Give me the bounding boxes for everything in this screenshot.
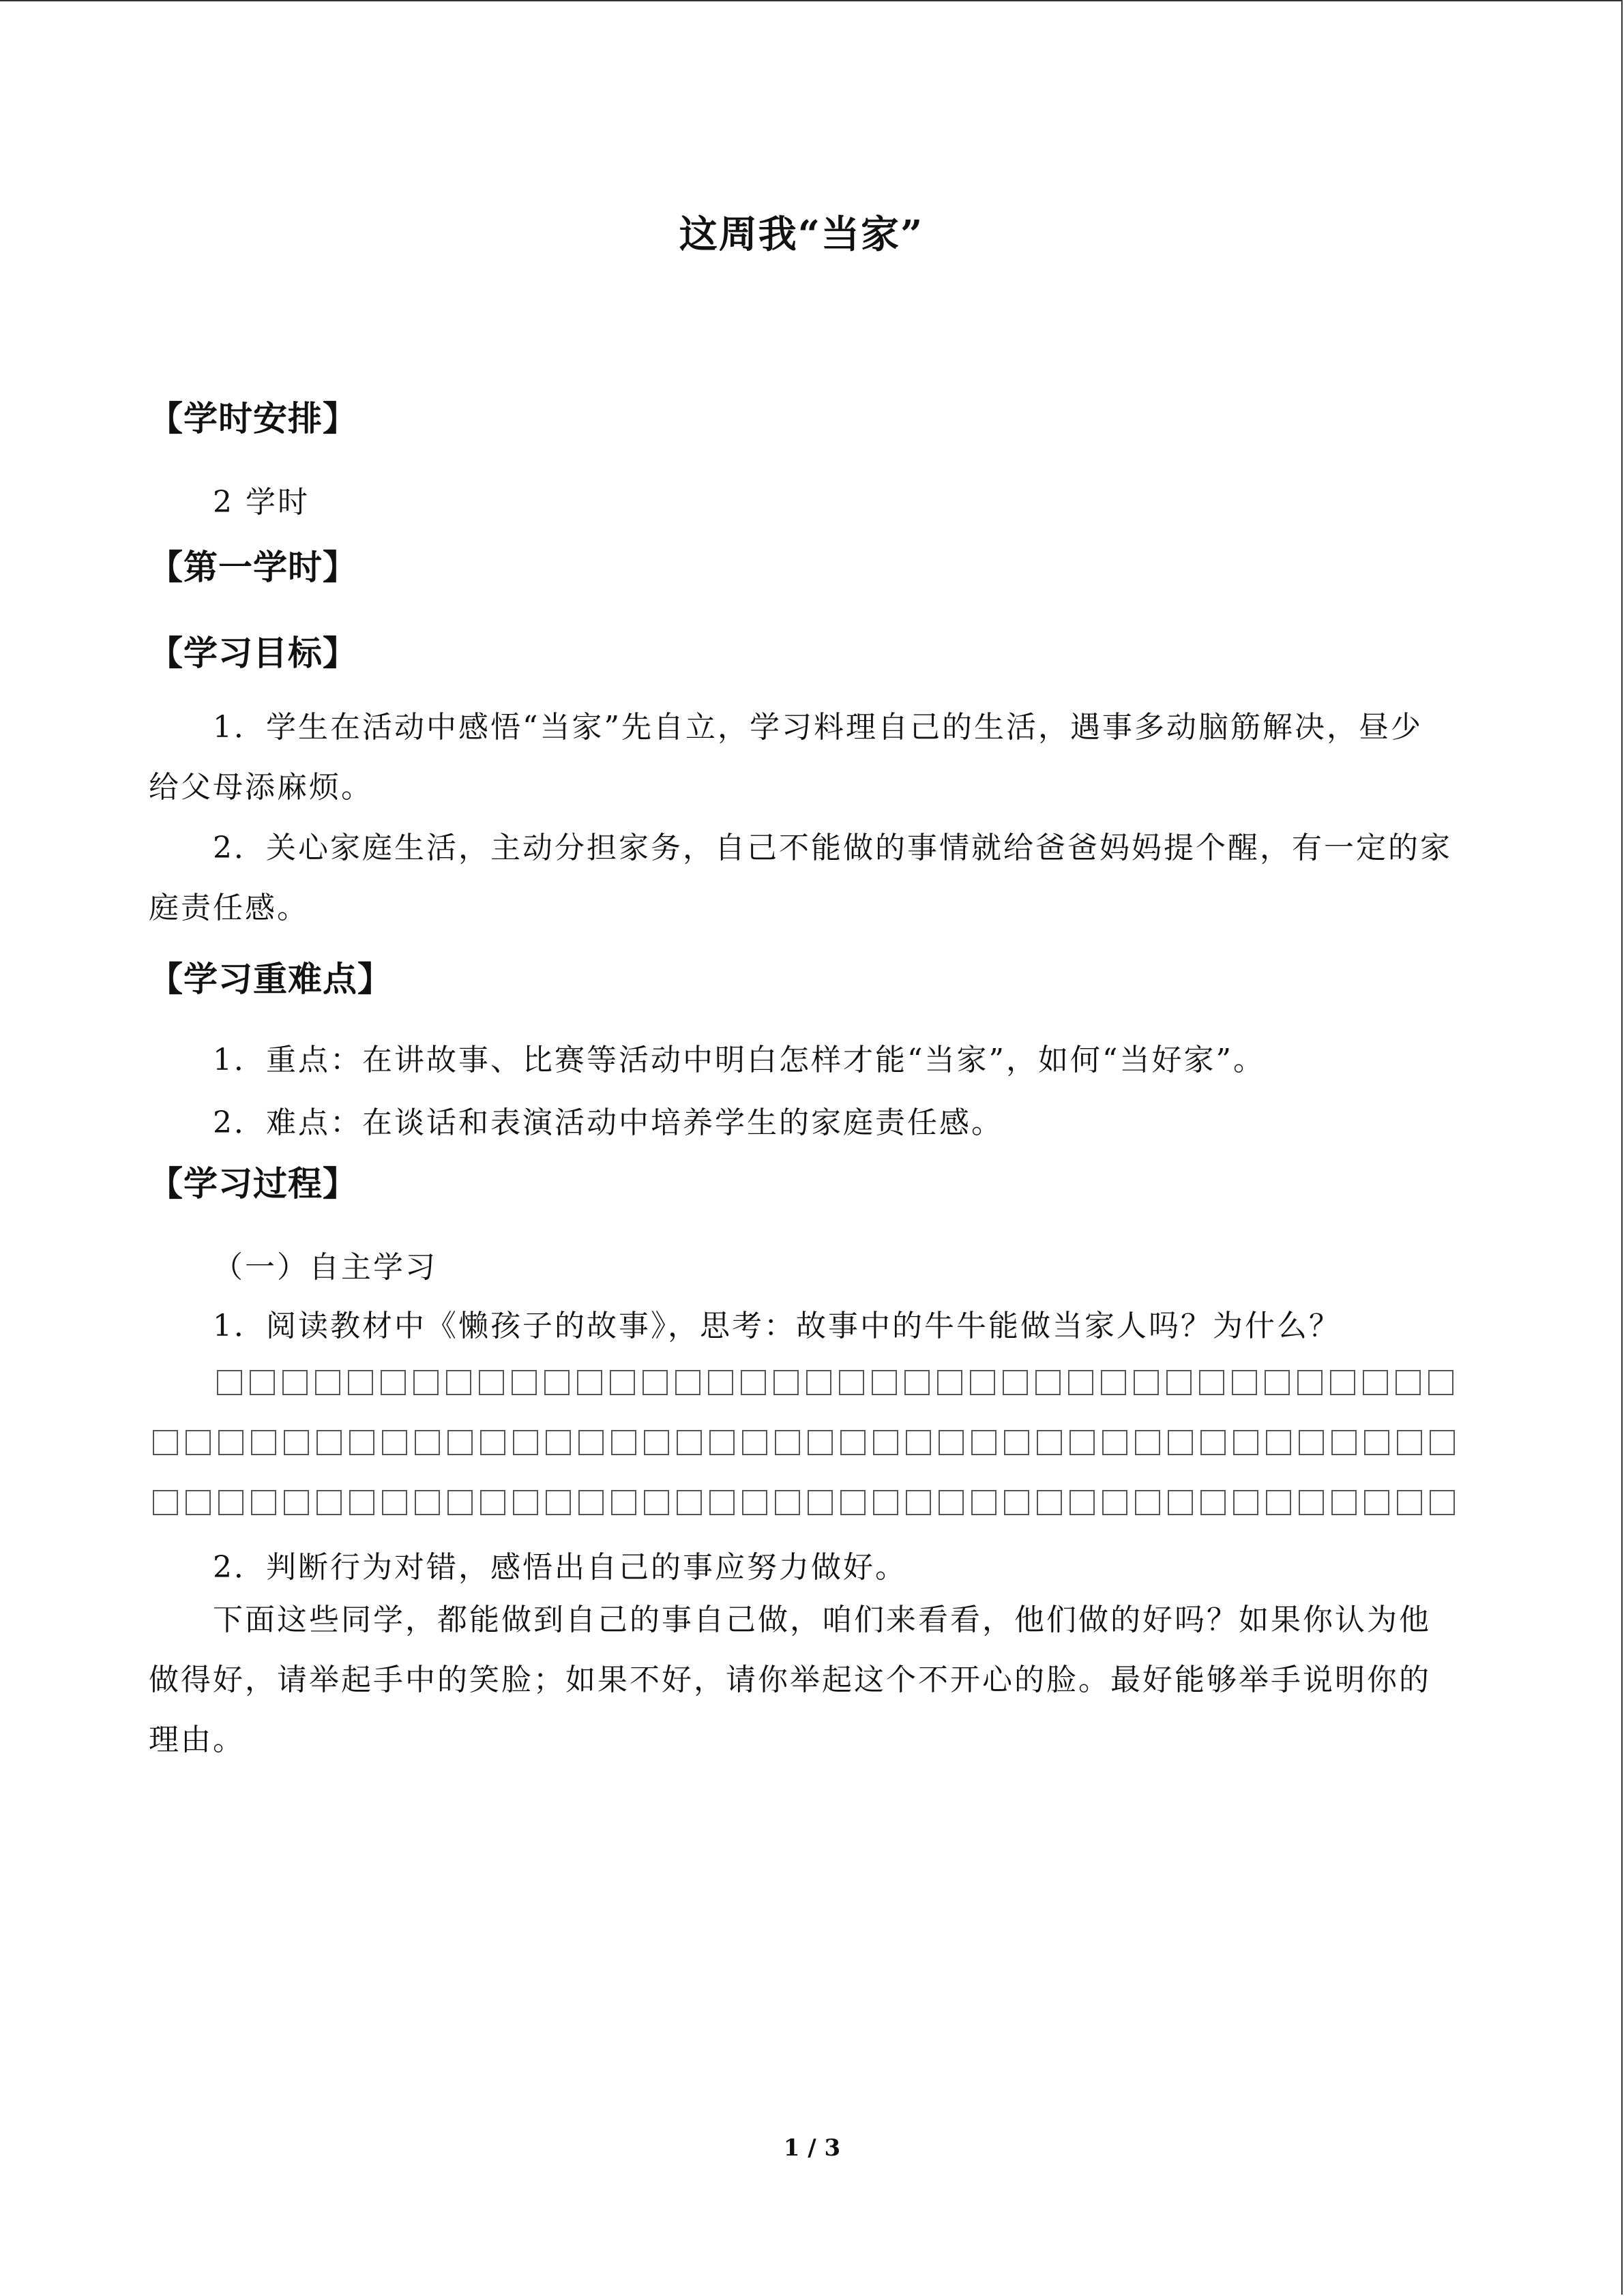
answer-box (1266, 1490, 1291, 1515)
answer-box (808, 1430, 833, 1455)
answer-box (773, 1370, 799, 1395)
answer-box (413, 1370, 439, 1395)
answer-box (1004, 1490, 1029, 1515)
answer-box (1233, 1430, 1258, 1455)
document-title: 这周我“当家” (679, 212, 924, 257)
answer-box (315, 1370, 340, 1395)
answer-box (775, 1490, 800, 1515)
answer-box (1134, 1370, 1159, 1395)
answer-box (644, 1430, 669, 1455)
answer-box (1101, 1370, 1126, 1395)
answer-box (709, 1490, 735, 1515)
answer-box (250, 1370, 275, 1395)
answer-box (479, 1370, 504, 1395)
answer-box (1364, 1490, 1389, 1515)
answer-box (513, 1430, 538, 1455)
heading-process: 【学习过程】 (149, 1163, 357, 1204)
answer-box (251, 1430, 276, 1455)
answer-box (677, 1490, 702, 1515)
answer-box (643, 1370, 668, 1395)
answer-box (381, 1370, 406, 1395)
answer-box (742, 1430, 767, 1455)
answer-box (708, 1370, 733, 1395)
answer-box (1166, 1370, 1192, 1395)
task-1: 1．阅读教材中《懒孩子的故事》，思考：故事中的牛牛能做当家人吗？为什么？ (213, 1309, 1341, 1343)
answer-box (741, 1370, 766, 1395)
answer-box (971, 1490, 996, 1515)
answer-box (808, 1490, 833, 1515)
answer-box-row-1 (217, 1370, 1453, 1395)
answer-box (1135, 1430, 1160, 1455)
answer-box (1003, 1370, 1028, 1395)
answer-box (447, 1430, 473, 1455)
answer-box (1331, 1490, 1357, 1515)
answer-box (153, 1490, 178, 1515)
answer-box (1430, 1490, 1455, 1515)
answer-box (1266, 1430, 1291, 1455)
answer-box (1168, 1490, 1193, 1515)
answer-box (1331, 1430, 1357, 1455)
heading-key-points: 【学习重难点】 (149, 959, 392, 999)
answer-box (1102, 1490, 1127, 1515)
answer-box (1168, 1430, 1193, 1455)
answer-box (1330, 1370, 1355, 1395)
task-2: 2．判断行为对错，感悟出自己的事应努力做好。 (213, 1550, 907, 1585)
answer-box (1200, 1490, 1226, 1515)
heading-first-period: 【第一学时】 (149, 547, 357, 587)
answer-box (939, 1490, 964, 1515)
answer-box (839, 1370, 864, 1395)
page-indicator: 1 / 3 (783, 2134, 841, 2162)
answer-box (512, 1370, 537, 1395)
answer-box (906, 1490, 931, 1515)
answer-box (1004, 1430, 1029, 1455)
answer-box (480, 1490, 505, 1515)
answer-box (611, 1430, 636, 1455)
answer-box (775, 1430, 800, 1455)
answer-box (217, 1370, 242, 1395)
answer-box (382, 1430, 407, 1455)
answer-box (251, 1490, 276, 1515)
answer-box (1199, 1370, 1224, 1395)
answer-box (1232, 1370, 1257, 1395)
key-point-2: 2．难点：在谈话和表演活动中培养学生的家庭责任感。 (213, 1105, 1003, 1140)
answer-box (840, 1490, 866, 1515)
answer-box-row-2 (153, 1430, 1455, 1455)
heading-schedule: 【学时安排】 (149, 398, 357, 438)
answer-box (480, 1430, 505, 1455)
answer-box (904, 1370, 930, 1395)
answer-box (349, 1490, 374, 1515)
answer-box (1364, 1430, 1389, 1455)
answer-box (873, 1490, 898, 1515)
answer-box (1299, 1490, 1324, 1515)
answer-box (446, 1370, 471, 1395)
answer-box (1068, 1370, 1093, 1395)
answer-box (872, 1370, 897, 1395)
task-2-text: 下面这些同学，都能做到自己的事自己做，咱们来看看，他们做的好吗？如果你认为他做得好，请举起手中的笑脸；如果不好，请你举起这个不开心的脸。最好能够举手说明你的理由。 (149, 1602, 1431, 1757)
heading-goals: 【学习目标】 (149, 633, 357, 673)
answer-box (610, 1370, 635, 1395)
key-point-1: 1．重点：在讲故事、比赛等活动中明白怎样才能“当家”，如何“当好家”。 (213, 1043, 1265, 1077)
answer-box (282, 1370, 308, 1395)
answer-box (578, 1490, 604, 1515)
goal-2: 2．关心家庭生活，主动分担家务，自己不能做的事情就给爸爸妈妈提个醒，有一定的家庭责任感。 (149, 831, 1452, 925)
answer-box (415, 1490, 440, 1515)
answer-box (873, 1430, 898, 1455)
answer-box (1430, 1430, 1455, 1455)
answer-box (1265, 1370, 1290, 1395)
answer-box (382, 1490, 407, 1515)
answer-box (316, 1490, 342, 1515)
answer-box (415, 1430, 440, 1455)
answer-box (447, 1490, 473, 1515)
answer-box (1135, 1490, 1160, 1515)
answer-box (513, 1490, 538, 1515)
answer-box (742, 1490, 767, 1515)
answer-box (1428, 1370, 1453, 1395)
answer-box (1299, 1430, 1324, 1455)
answer-box (577, 1370, 602, 1395)
answer-box (1037, 1490, 1062, 1515)
answer-box (348, 1370, 373, 1395)
answer-box (1069, 1490, 1095, 1515)
answer-box (1397, 1490, 1422, 1515)
answer-box (675, 1370, 700, 1395)
answer-box (611, 1490, 636, 1515)
answer-box (284, 1430, 309, 1455)
answer-box (186, 1490, 211, 1515)
answer-box (1069, 1430, 1095, 1455)
self-study-label: （一）自主学习 (213, 1250, 437, 1285)
answer-box (937, 1370, 962, 1395)
answer-box (1297, 1370, 1323, 1395)
answer-box (544, 1370, 570, 1395)
answer-box (970, 1370, 995, 1395)
answer-box (1102, 1430, 1127, 1455)
answer-box (840, 1430, 866, 1455)
answer-box (1363, 1370, 1388, 1395)
answer-box (806, 1370, 831, 1395)
answer-box (186, 1430, 211, 1455)
answer-box (578, 1430, 604, 1455)
answer-box (677, 1430, 702, 1455)
answer-box (1037, 1430, 1062, 1455)
answer-box (218, 1490, 243, 1515)
goal-1: 1．学生在活动中感悟“当家”先自立，学习料理自己的生活，遇事多动脑筋解决，昼少给父母添麻烦。 (149, 710, 1423, 805)
answer-box (546, 1430, 571, 1455)
answer-box (1035, 1370, 1061, 1395)
answer-box (1233, 1490, 1258, 1515)
answer-box (546, 1490, 571, 1515)
answer-box (644, 1490, 669, 1515)
answer-box (349, 1430, 374, 1455)
answer-box (939, 1430, 964, 1455)
answer-box (1397, 1430, 1422, 1455)
answer-box-row-3 (153, 1490, 1455, 1515)
answer-box (218, 1430, 243, 1455)
schedule-text: 2 学时 (213, 485, 310, 520)
answer-box (1396, 1370, 1421, 1395)
answer-box (316, 1430, 342, 1455)
answer-box (971, 1430, 996, 1455)
answer-box (284, 1490, 309, 1515)
answer-box (1200, 1430, 1226, 1455)
answer-box (906, 1430, 931, 1455)
answer-box (153, 1430, 178, 1455)
answer-box (709, 1430, 735, 1455)
